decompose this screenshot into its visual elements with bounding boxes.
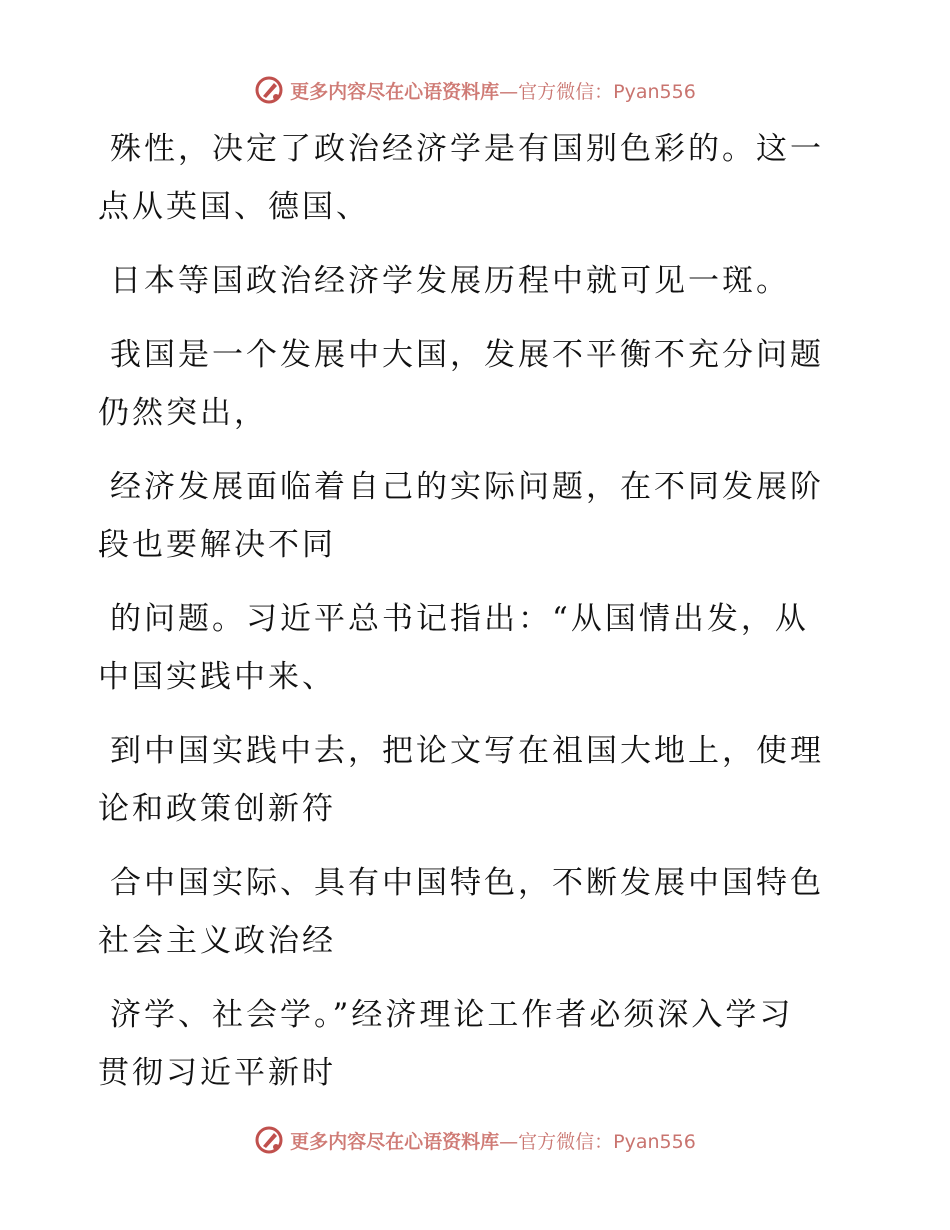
paragraph <box>98 120 838 236</box>
pen-logo-icon <box>254 75 284 105</box>
paragraph <box>98 722 838 838</box>
footer-watermark <box>0 1120 950 1160</box>
text-line: 的问题。习近平总书记指出：“从国情出发，从 <box>110 601 809 637</box>
watermark-text <box>290 1127 696 1154</box>
paragraph <box>98 986 838 1102</box>
watermark-text <box>290 77 696 104</box>
watermark-dash: — <box>499 1130 519 1153</box>
paragraph <box>98 326 838 442</box>
paragraph <box>98 854 838 970</box>
text-line: 贯彻习近平新时 <box>98 1055 336 1091</box>
watermark-site: 更多内容尽在心语资料库 <box>290 80 500 103</box>
paragraph <box>98 458 838 574</box>
pen-logo-icon <box>254 1125 284 1155</box>
text-line: 论和政策创新符 <box>98 791 336 827</box>
watermark-site: 更多内容尽在心语资料库 <box>290 1130 500 1153</box>
text-line: 经济发展面临着自己的实际问题，在不同发展阶 <box>110 469 824 505</box>
text-line: 中国实践中来、 <box>98 659 336 695</box>
text-line: 日本等国政治经济学发展历程中就可见一斑。 <box>110 263 790 299</box>
text-line: 合中国实际、具有中国特色，不断发展中国特色 <box>110 865 824 901</box>
paragraph <box>98 590 838 706</box>
text-line: 社会主义政治经 <box>98 923 336 959</box>
header-watermark <box>0 70 950 110</box>
text-line: 到中国实践中去，把论文写在祖国大地上，使理 <box>110 733 824 769</box>
text-line: 殊性，决定了政治经济学是有国别色彩的。这一 <box>110 131 824 167</box>
watermark-dash: — <box>499 80 519 103</box>
document-body <box>98 120 838 1118</box>
watermark-wechat: 官方微信：Pyan556 <box>518 80 696 103</box>
text-line: 济学、社会学。”经济理论工作者必须深入学习 <box>110 997 794 1033</box>
text-line: 仍然突出， <box>98 395 268 431</box>
paragraph <box>98 252 838 310</box>
text-line: 点从英国、德国、 <box>98 189 370 225</box>
watermark-wechat: 官方微信：Pyan556 <box>518 1130 696 1153</box>
text-line: 段也要解决不同 <box>98 527 336 563</box>
text-line: 我国是一个发展中大国，发展不平衡不充分问题 <box>110 337 824 373</box>
